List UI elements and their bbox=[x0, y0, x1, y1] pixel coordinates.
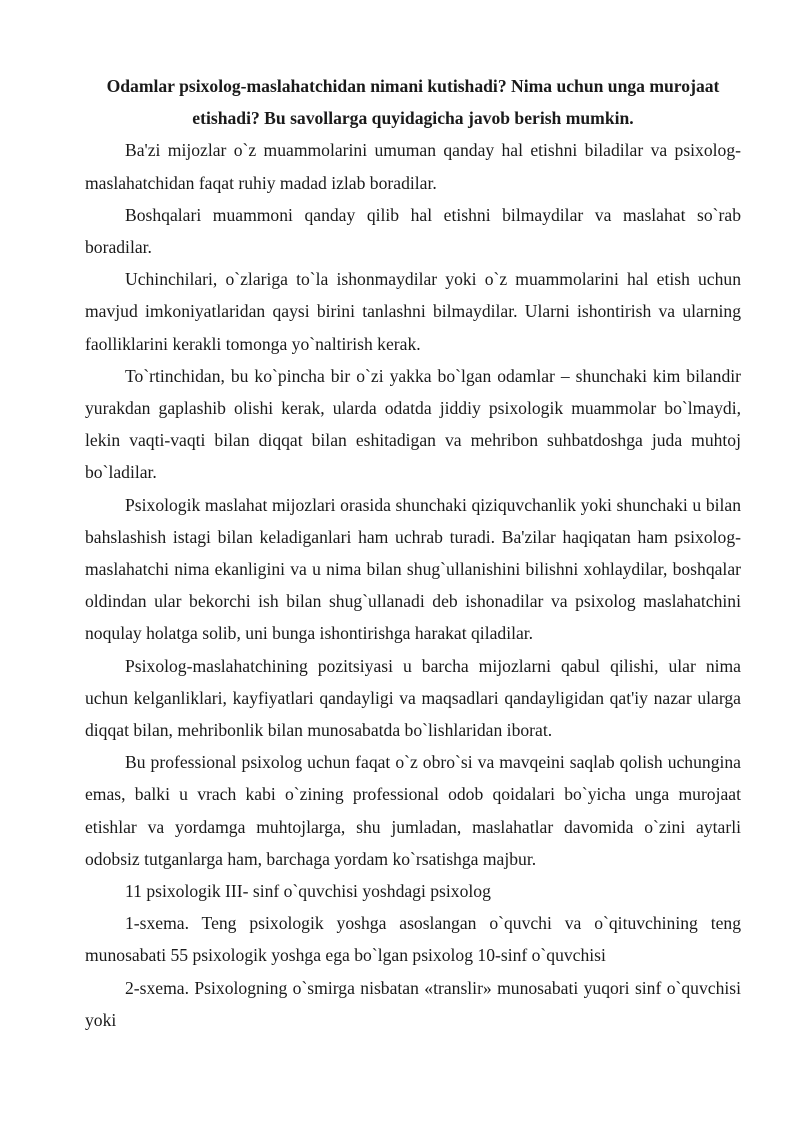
paragraph: Bu professional psixolog uchun faqat o`z obro`si va mavqeini saqlab qolish uchungina emas, balki u vrach kabi o`zining professional odob qoidalari bo`yicha unga murojaat etishlar va yordamga muhtojlarga, shu jumladan, maslahatlar davomida o`zini aytarli odobsiz tutganlarga ham, barchaga yordam ko`rsatishga majbur. bbox=[85, 752, 741, 869]
paragraph: Ba'zi mijozlar o`z muammolarini umuman qanday hal etishni biladilar va psixolog-maslahatchidan faqat ruhiy madad izlab boradilar. bbox=[85, 140, 741, 193]
paragraph: 2-sxema. Psixologning o`smirga nisbatan «translir» munosabati yuqori sinf o`quvchisi yoki bbox=[85, 977, 741, 1030]
paragraph: Psixolog-maslahatchining pozitsiyasi u barcha mijozlarni qabul qilishi, ular nima uchun kelganliklari, kayfiyatlari qandayligi va maqsadlari qandayligidan qat'iy nazar ularga diqqat bilan, mehribonlik bilan munosabatda bo`lishlaridan iborat. bbox=[85, 655, 741, 741]
paragraph: Psixologik maslahat mijozlari orasida shunchaki qiziquvchanlik yoki shunchaki u bilan bahslashish istagi bilan keladiganlari ham uchrab turadi. Ba'zilar haqiqatan ham psixolog-maslahatchi nima ekanligini va u nima bilan shug`ullanishini bilishni xohlaydilar, boshqalar oldindan ular bekorchi ish bilan shug`ullanadi deb ishonadilar va psixolog maslahatchini noqulay holatga solib, uni bunga ishontirishga harakat qiladilar. bbox=[85, 494, 741, 644]
paragraph: 1-sxema. Teng psixologik yoshga asoslangan o`quvchi va o`qituvchining teng munosabati 55 psixologik yoshga ega bo`lgan psixolog 10-sinf o`quvchisi bbox=[85, 913, 741, 966]
paragraph: 11 psixologik III- sinf o`quvchisi yoshdagi psixolog bbox=[125, 881, 491, 902]
page-heading: Odamlar psixolog-maslahatchidan nimani kutishadi? Nima uchun unga murojaat etishadi? Bu savollarga quyidagicha javob berish mumkin. bbox=[106, 76, 720, 129]
paragraph: To`rtinchidan, bu ko`pincha bir o`zi yakka bo`lgan odamlar – shunchaki kim bilandir yurakdan gaplashib olishi kerak, ularda odatda jiddiy psixologik muammolar bo`lmaydi, lekin vaqti-vaqti bilan diqqat bilan eshitadigan va mehribon suhbatdoshga juda muhtoj bo`ladilar. bbox=[85, 365, 741, 483]
paragraph: Uchinchilari, o`zlariga to`la ishonmaydilar yoki o`z muammolarini hal etish uchun mavjud imkoniyatlaridan qaysi birini tanlashni bilmaydilar. Ularni ishontirish va ularning faolliklarini kerakli tomonga yo`naltirish kerak. bbox=[85, 269, 741, 354]
paragraph: Boshqalari muammoni qanday qilib hal etishni bilmaydilar va maslahat so`rab boradilar. bbox=[85, 204, 741, 258]
document-page bbox=[85, 70, 741, 1036]
